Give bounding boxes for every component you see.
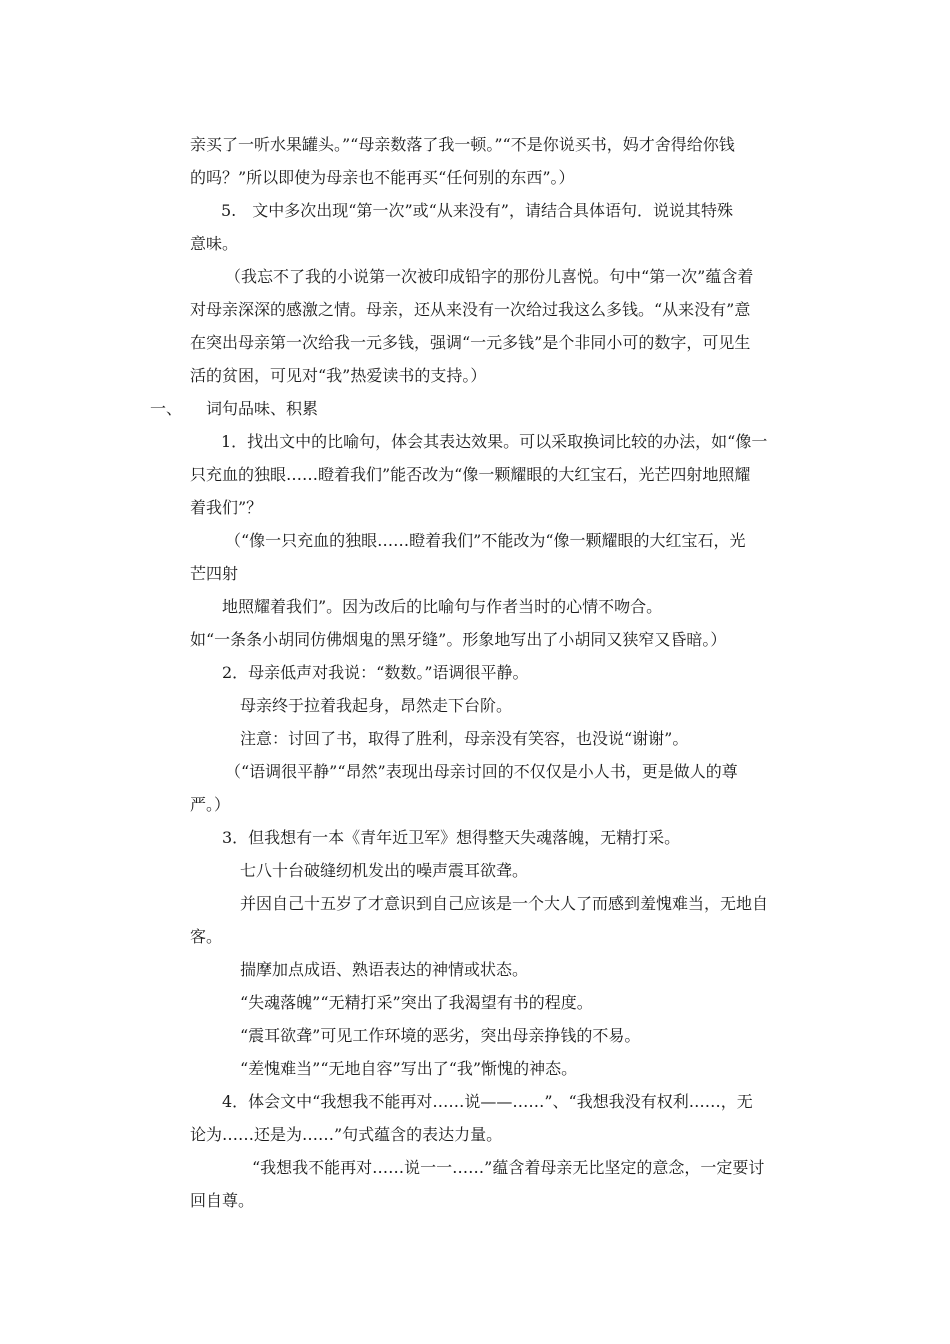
text-line: 严。） [190,795,231,814]
text-line: 4．体会文中“我想我不能再对……说——……”、“我想我没有权利……，无 [222,1092,753,1111]
text-line: 并因自己十五岁了才意识到自己应该是一个大人了而感到羞愧难当，无地自 [240,894,769,913]
text-line: “差愧难当”“无地自容”写出了“我”惭愧的神态。 [240,1059,578,1078]
section-heading: 一、 词句品味、积累 [150,399,319,418]
text-line: 揣摩加点成语、熟语表达的神情或状态。 [240,960,529,979]
text-line: 的吗？”所以即使为母亲也不能再买“任何别的东西”。） [190,168,575,187]
text-line: “失魂落魄”“无精打采”突出了我渴望有书的程度。 [240,993,593,1012]
text-line: 只充血的独眼……瞪着我们”能否改为“像一颗耀眼的大红宝石，光芒四射地照耀 [190,465,751,484]
text-line: 论为……还是为……”句式蕴含的表达力量。 [190,1125,503,1144]
text-line: 3．但我想有一本《青年近卫军》想得整天失魂落魄，无精打采。 [222,828,681,847]
text-line: 对母亲深深的感激之情。母亲，还从来没有一次给过我这么多钱。“从来没有”意 [190,300,751,319]
text-line: 芒四射 [190,564,239,583]
text-line: 活的贫困，可见对“我”热爱读书的支持。） [190,366,487,385]
text-line: （我忘不了我的小说第一次被印成铅字的那份儿喜悦。句中“第一次”蕴含着 [225,267,754,286]
text-line: 亲买了一听水果罐头。”“母亲数落了我一顿。”“不是你说买书，妈才舍得给你钱 [190,135,735,154]
text-line: 2．母亲低声对我说：“数数。”语调很平静。 [222,663,529,682]
text-line: 1．找出文中的比喻句，体会其表达效果。可以采取换词比较的办法，如“像一 [221,432,768,451]
text-line: 意味。 [190,234,239,253]
text-line: 5. 文中多次出现“第一次”或“从来没有”，请结合具体语句．说说其特殊 [221,201,733,220]
text-line: “震耳欲聋”可见工作环境的恶劣，突出母亲挣钱的不易。 [240,1026,641,1045]
text-line: （“语调很平静”“昂然”表现出母亲讨回的不仅仅是小人书，更是做人的尊 [225,762,738,781]
text-line: 客。 [190,927,223,946]
text-line: 回自尊。 [190,1191,255,1210]
text-line: “我想我不能再对……说一一……”蕴含着母亲无比坚定的意念，一定要讨 [252,1158,765,1177]
text-line: 如“一条条小胡同仿佛烟鬼的黑牙缝”。形象地写出了小胡同又狭窄又昏暗。） [190,630,727,649]
text-line: 在突出母亲第一次给我一元多钱，强调“一元多钱”是个非同小可的数字，可见生 [190,333,751,352]
text-line: 地照耀着我们”。因为改后的比喻句与作者当时的心情不吻合。 [222,597,663,616]
text-line: 母亲终于拉着我起身，昂然走下台阶。 [240,696,513,715]
text-line: 七八十台破缝纫机发出的噪声震耳欲聋。 [240,861,529,880]
text-line: （“像一只充血的独眼……瞪着我们”不能改为“像一颗耀眼的大红宝石，光 [225,531,746,550]
text-line: 着我们”？ [190,498,263,517]
text-line: 注意：讨回了书，取得了胜利，母亲没有笑容，也没说“谢谢”。 [240,729,689,748]
